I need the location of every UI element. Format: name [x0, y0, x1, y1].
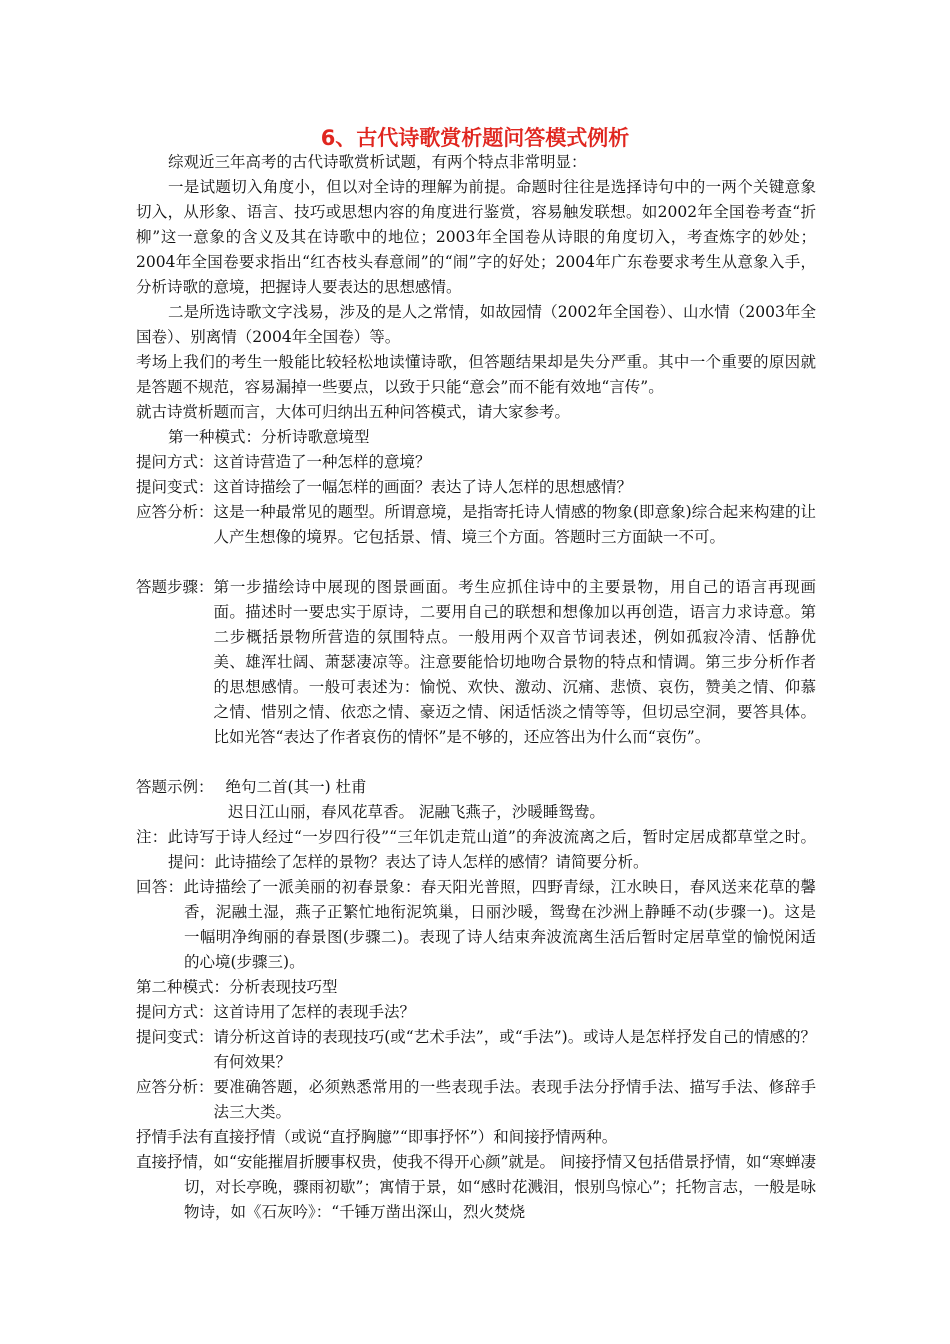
mode2-variant-row	[136, 1025, 816, 1075]
variant-text: 这首诗描绘了一幅怎样的画面？表达了诗人怎样的思想感情？	[213, 478, 633, 496]
ask-label: 提问方式：	[136, 453, 214, 471]
mode1-heading: 第一种模式：分析诗歌意境型	[168, 428, 370, 446]
analysis-text: 这是一种最常见的题型。所谓意境，是指寄托诗人情感的物象(即意象)综合起来构建的让人产生想像的境界。它包括景、情、境三个方面。答题时三方面缺一不可。	[213, 503, 816, 546]
example-label: 答题示例：	[136, 778, 214, 796]
mode2-heading: 第二种模式：分析表现技巧型	[136, 978, 338, 996]
example-poem-lines: 迟日江山丽，春风花草香。 泥融飞燕子，沙暖睡鸳鸯。	[228, 803, 605, 821]
variant-label: 提问变式：	[136, 1028, 214, 1046]
intro-summary: 就古诗赏析题而言，大体可归纳出五种问答模式，请大家参考。	[136, 403, 571, 421]
example-poem-title: 绝句二首(其一) 杜甫	[225, 778, 367, 796]
intro-point-two: 二是所选诗歌文字浅易，涉及的是人之常情，如故园情（2002年全国卷）、山水情（2003年全国卷）、别离情（2004年全国卷）等。	[136, 303, 816, 346]
mode2-ask-row	[136, 1000, 816, 1025]
ask-text: 这首诗营造了一种怎样的意境？	[213, 453, 431, 471]
steps-label: 答题步骤：	[136, 578, 214, 596]
mode1-analysis-row	[136, 500, 816, 550]
mode1-ask-row	[136, 450, 816, 475]
direct-lyric-examples: 直接抒情，如“安能摧眉折腰事权贵，使我不得开心颜”就是。 间接抒情又包括借景抒情，如“寒蝉凄切，对长亭晚，骤雨初歇”；寓情于景，如“感时花溅泪，恨别鸟惊心”；托物言志，一般是咏物诗，如《石灰吟》：“千锤万凿出深山，烈火焚烧	[136, 1153, 816, 1221]
analysis-label: 应答分析：	[136, 1078, 214, 1096]
example-answer: 回答：此诗描绘了一派美丽的初春景象：春天阳光普照，四野青绿，江水映日，春风送来花草的馨香，泥融土湿，燕子正繁忙地衔泥筑巢，日丽沙暖，鸳鸯在沙洲上静睡不动(步骤一)。这是一幅明净绚丽的春景图(步骤二)。表现了诗人结束奔波流离生活后暂时定居草堂的愉悦闲适的心境(步骤三)。	[136, 878, 816, 971]
variant-label: 提问变式：	[136, 478, 214, 496]
example-note: 注：此诗写于诗人经过“一岁四行役”“三年饥走荒山道”的奔波流离之后，暂时定居成都草堂之时。提问：此诗描绘了怎样的景物？表达了诗人怎样的感情？请简要分析。	[136, 828, 816, 871]
mode2-analysis-row	[136, 1075, 816, 1125]
intro-point-one: 一是试题切入角度小，但以对全诗的理解为前提。命题时往往是选择诗句中的一两个关键意象切入，从形象、语言、技巧或思想内容的角度进行鉴赏，容易触发联想。如2002年全国卷考查“折柳”这一意象的含义及其在诗歌中的地位；2003年全国卷从诗眼的角度切入，考查炼字的妙处；2004年全国卷要求指出“红杏枝头春意闹”的“闹”字的好处；2004年广东卷要求考生从意象入手，分析诗歌的意境，把握诗人要表达的思想感情。	[136, 178, 816, 296]
variant-text: 请分析这首诗的表现技巧(或“艺术手法”，或“手法”)。或诗人是怎样抒发自己的情感的？有何效果？	[213, 1028, 816, 1071]
intro-exam-paragraph: 考场上我们的考生一般能比较轻松地读懂诗歌，但答题结果却是失分严重。其中一个重要的原因就是答题不规范，容易漏掉一些要点，以致于只能“意会”而不能有效地“言传”。	[136, 353, 816, 396]
analysis-text: 要准确答题，必须熟悉常用的一些表现手法。表现手法分抒情手法、描写手法、修辞手法三大类。	[213, 1078, 816, 1121]
intro-lead: 综观近三年高考的古代诗歌赏析试题，有两个特点非常明显：	[168, 153, 587, 171]
steps-text: 第一步描绘诗中展现的图景画面。考生应抓住诗中的主要景物，用自己的语言再现画面。描述时一要忠实于原诗，二要用自己的联想和想像加以再创造，语言力求诗意。第二步概括景物所营造的氛围特点。一般用两个双音节词表述，例如孤寂冷清、恬静优美、雄浑壮阔、萧瑟凄凉等。注意要能恰切地吻合景物的特点和情调。第三步分析作者的思想感情。一般可表述为：愉悦、欢快、激动、沉痛、悲愤、哀伤，赞美之情、仰慕之情、惜别之情、依恋之情、豪迈之情、闲适恬淡之情等等，但切忌空洞，要答具体。比如光答“表达了作者哀伤的情怀”是不够的，还应答出为什么而“哀伤”。	[213, 578, 816, 746]
lyric-methods: 抒情手法有直接抒情（或说“直抒胸臆”“即事抒怀”）和间接抒情两种。	[136, 1128, 618, 1146]
ask-text: 这首诗用了怎样的表现手法？	[213, 1003, 416, 1021]
page-title: 6、古代诗歌赏析题问答模式例析	[320, 126, 630, 150]
mode1-example-row	[136, 775, 816, 800]
mode1-variant-row	[136, 475, 816, 500]
mode1-steps-row	[136, 575, 816, 750]
analysis-label: 应答分析：	[136, 503, 214, 521]
ask-label: 提问方式：	[136, 1003, 214, 1021]
